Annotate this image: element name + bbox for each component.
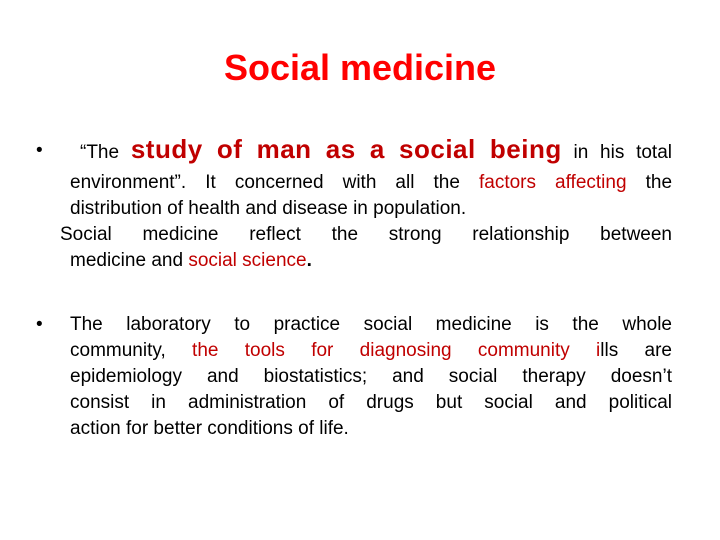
definition-quote-open: “The xyxy=(80,142,120,163)
definition-line-5 xyxy=(36,248,672,274)
definition-line-2c: the xyxy=(645,172,673,193)
tools-for-diagnosing: the tools for diagnosing community i xyxy=(192,340,601,361)
definition-tail: in his total xyxy=(573,142,673,163)
laboratory-line-3: epidemiology and biostatistics; and social therapy doesn’t xyxy=(70,366,672,387)
bullet-laboratory xyxy=(36,312,672,442)
laboratory-line-1: The laboratory to practice social medicine is the whole xyxy=(70,314,672,335)
social-science: social science xyxy=(188,250,307,271)
definition-emphasis: study of man as a social being xyxy=(130,134,562,164)
definition-line-3: distribution of health and disease in population. xyxy=(70,198,467,219)
bullet-dot-icon: • xyxy=(36,140,43,161)
definition-period: . xyxy=(306,250,312,271)
slide-title: Social medicine xyxy=(223,47,497,88)
laboratory-line-2a: community, xyxy=(70,340,166,361)
laboratory-line-4: consist in administration of drugs but social and political xyxy=(70,392,672,413)
laboratory-line-2 xyxy=(36,338,672,364)
laboratory-line-5: action for better conditions of life. xyxy=(70,418,349,439)
definition-line-5a: medicine and xyxy=(70,250,184,271)
bullet-definition xyxy=(36,132,672,274)
definition-line-1 xyxy=(36,132,672,170)
definition-line-4: Social medicine reflect the strong relationship between xyxy=(60,224,672,245)
bullet-dot-icon: • xyxy=(36,314,43,335)
laboratory-line-2c: lls are xyxy=(600,340,672,361)
factors-affecting: factors affecting xyxy=(478,172,627,193)
definition-line-2a: environment”. It concerned with all the xyxy=(70,172,460,193)
definition-line-2 xyxy=(36,170,672,196)
